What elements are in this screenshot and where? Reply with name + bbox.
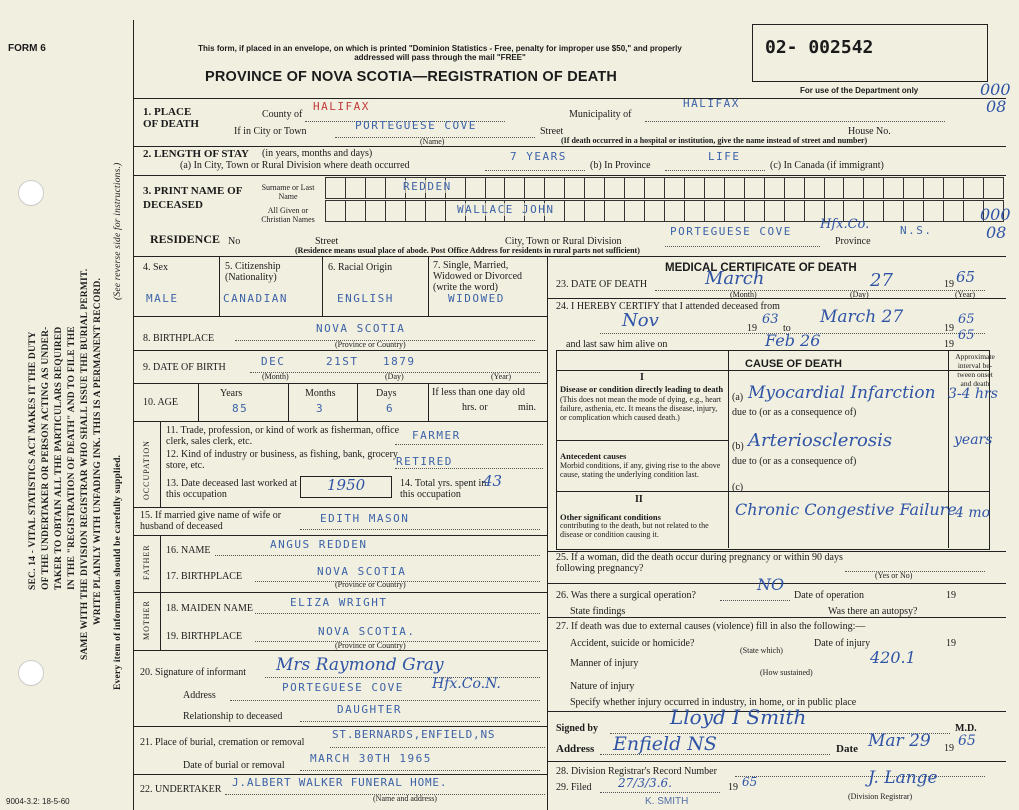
punch-hole-bottom [18, 660, 44, 686]
name-grid-cell [465, 177, 486, 199]
length-of-stay-desc: (in years, months and days) [262, 148, 373, 159]
death-year: 65 [956, 268, 976, 286]
registration-number: 02- 002542 [765, 37, 874, 58]
name-grid-cell [564, 200, 585, 222]
other-conditions-label: Other significant conditions [560, 512, 661, 522]
cause-b-value: Arteriosclerosis [748, 430, 893, 451]
margin-line-6: WRITE PLAINLY WITH UNFADING INK. THIS IS A PERMANENT RECORD. [93, 277, 103, 625]
sex-label: 4. Sex [143, 262, 168, 273]
name-grid-cell [983, 177, 1004, 199]
industry-label: Specify whether injury occurred in industry, in home, or in public place [570, 697, 857, 708]
q13-value: 1950 [327, 476, 366, 494]
age-years-value: 85 [232, 402, 249, 415]
mother-bp-label: 19. BIRTHPLACE [166, 631, 243, 642]
name-grid-cell [804, 177, 825, 199]
death-month: March [705, 268, 765, 289]
name-grid-cell [604, 177, 625, 199]
less-than-day-label: If less than one day old [432, 387, 526, 398]
county-label: County of [262, 109, 303, 120]
operation-date-label: Date of operation [794, 590, 864, 601]
cause-c-label: (c) [732, 482, 744, 493]
other-conditions-note: contributing to the death, but not related to the disease or condition causing it. [560, 521, 709, 539]
how-sustained-caption: (How sustained) [760, 668, 813, 677]
other-interval: 4 mo [955, 505, 991, 521]
q11-value: FARMER [412, 429, 461, 442]
name-grid-cell [684, 200, 705, 222]
margin-line-7: Every item of information should be carefully supplied. [113, 454, 123, 690]
physician-date-year: 65 [958, 733, 976, 749]
q24-label: 24. I HEREBY CERTIFY that I attended deceased from [556, 301, 780, 312]
burial-place-value: ST.BERNARDS,ENFIELD,NS [332, 728, 496, 741]
margin-line-2: OF THE UNDERTAKER OR PERSON ACTING AS UNDER- [41, 326, 51, 590]
q28-label: 28. Division Registrar's Record Number [556, 766, 717, 777]
name-grid-cell [564, 177, 585, 199]
name-grid-cell [963, 177, 984, 199]
mother-name-value: ELIZA WRIGHT [290, 596, 388, 609]
last-seen-prefix: 19 [944, 339, 954, 350]
mother-bp-caption: (Province or Country) [335, 641, 406, 650]
name-grid-cell [843, 177, 864, 199]
name-grid-cell [824, 177, 845, 199]
attended-from-prefix: 19 [747, 323, 757, 334]
name-grid-cell [385, 200, 406, 222]
father-bp-value: NOVA SCOTIA [317, 565, 407, 578]
cause-a-label: (a) [732, 392, 744, 403]
racial-value: ENGLISH [337, 292, 394, 305]
q23-label: 23. DATE OF DEATH [556, 279, 648, 290]
city-value: PORTEGUESE COVE [355, 119, 477, 132]
name-grid-cell [365, 200, 386, 222]
informant-sig-label: 20. Signature of informant [140, 667, 247, 678]
name-grid-cell [325, 177, 346, 199]
margin-line-4: IN THE "REGISTRATION OF DEATH" AND TO FILE THE [67, 326, 77, 590]
age-days-caption: Days [376, 388, 397, 399]
dob-year: 1879 [383, 355, 416, 368]
name-grid-cell [764, 200, 785, 222]
physician-date-label: Date [836, 743, 858, 755]
filed-year-prefix: 19 [728, 782, 738, 793]
name-grid-cell [704, 200, 725, 222]
father-bp-label: 17. BIRTHPLACE [166, 571, 243, 582]
physician-date-prefix: 19 [944, 743, 954, 754]
informant-addr-hw: Hfx.Co.N. [432, 676, 501, 692]
county-value: HALIFAX [313, 100, 370, 113]
cause-b-interval: years [954, 432, 993, 448]
signed-by-label: Signed by [556, 723, 598, 734]
informant-addr-label: Address [183, 690, 216, 701]
place-code-2: 08 [986, 97, 1007, 116]
stay-city-label: (a) In City, Town or Rural Division where death occurred [180, 160, 410, 171]
name-grid-cell [624, 200, 645, 222]
margin-line-3: TAKER TO OBTAIN ALL THE PARTICULARS REQUIRED [54, 326, 64, 590]
cause-b-label: (b) [732, 441, 744, 452]
injury-date-prefix: 19 [946, 638, 956, 649]
name-grid-cell [485, 177, 506, 199]
burial-date-label: Date of burial or removal [183, 760, 285, 771]
clerk-initials: K. SMITH [645, 796, 689, 807]
mother-side-label: MOTHER [142, 600, 151, 640]
given-caption: All Given or Christian Names [261, 206, 315, 224]
physician-date-value: Mar 29 [868, 731, 931, 751]
birthplace-value: NOVA SCOTIA [316, 322, 406, 335]
antecedent-note: Morbid conditions, if any, giving rise to the above cause, stating the underlying condition last. [560, 461, 721, 479]
other-condition-value: Chronic Congestive Failure [735, 500, 957, 519]
death-year-caption: (Year) [955, 290, 976, 299]
name-grid-cell [504, 177, 525, 199]
form-number: FORM 6 [8, 43, 46, 54]
department-only-label: For use of the Department only [800, 86, 919, 95]
q12-label: 12. Kind of industry or business, as fishing, bank, grocery store, etc. [166, 449, 398, 471]
relationship-label: Relationship to deceased [183, 711, 283, 722]
informant-sig-value: Mrs Raymond Gray [276, 655, 444, 675]
name-grid-cell [923, 200, 944, 222]
spouse-label: 15. If married give name of wife or husband of deceased [140, 510, 282, 532]
form-title: PROVINCE OF NOVA SCOTIA—REGISTRATION OF DEATH [205, 69, 618, 85]
name-grid-cell [644, 177, 665, 199]
registrar-signature: J. Lange [868, 768, 938, 788]
name-grid-cell [425, 200, 446, 222]
cause-a-value: Myocardial Infarction [748, 383, 936, 403]
dob-month: DEC [261, 355, 286, 368]
autopsy-label: Was there an autopsy? [828, 606, 918, 617]
name-grid-cell [724, 200, 745, 222]
residence-county-hw: Hfx.Co. [820, 217, 870, 232]
q29-label: 29. Filed [556, 782, 592, 793]
operation-date-prefix: 19 [946, 590, 956, 601]
surname-caption: Surname or Last Name [261, 183, 315, 201]
cause-a-interval: 3-4 hrs [948, 386, 998, 402]
name-grid-cell [644, 200, 665, 222]
attended-from-year: 63 [762, 312, 779, 327]
name-grid-cell [664, 177, 685, 199]
mail-notice: This form, if placed in an envelope, on which is printed "Dominion Statistics - Free, penalty for improper use $50," and properly addressed will pass through the mail "FREE" [198, 44, 682, 62]
registrar-caption: (Division Registrar) [848, 792, 913, 801]
undertaker-value: J.ALBERT WALKER FUNERAL HOME. [232, 776, 448, 789]
disease-label: Disease or condition directly leading to death [560, 384, 724, 394]
city-name-caption: (Name) [420, 137, 445, 146]
birthplace-caption: (Province or Country) [335, 340, 406, 349]
relationship-value: DAUGHTER [337, 703, 402, 716]
residence-code-2: 08 [986, 223, 1007, 242]
death-day: 27 [870, 270, 893, 291]
residence-province-label: Province [835, 236, 871, 247]
name-grid-cell [943, 177, 964, 199]
name-grid-cell [883, 177, 904, 199]
citizenship-value: CANADIAN [223, 292, 288, 305]
spouse-value: EDITH MASON [320, 512, 410, 525]
due-to-1: due to (or as a consequence of) [732, 407, 857, 418]
marital-value: WIDOWED [448, 292, 505, 305]
age-months-value: 3 [316, 402, 325, 415]
given-value: WALLACE JOHN [457, 203, 555, 216]
age-months-caption: Months [305, 388, 336, 399]
name-grid-cell [664, 200, 685, 222]
street-label: Street [540, 126, 564, 137]
name-grid-cell [724, 177, 745, 199]
punch-hole-top [18, 180, 44, 206]
death-month-caption: (Month) [730, 290, 757, 299]
municipality-value: HALIFAX [683, 97, 740, 110]
q12-value: RETIRED [396, 455, 453, 468]
filed-year: 65 [742, 775, 758, 789]
residence-city-label: City, Town or Rural Division [505, 236, 622, 247]
hospital-note: (If death occurred in a hospital or institution, give the name instead of street and number) [561, 136, 868, 145]
name-grid-cell [604, 200, 625, 222]
house-no-label: House No. [848, 126, 891, 137]
roman-one: I [640, 372, 644, 383]
stay-city-value: 7 YEARS [510, 150, 567, 163]
state-findings-label: State findings [570, 606, 626, 617]
residence-street-label: Street [315, 236, 339, 247]
name-grid-cell [325, 200, 346, 222]
name-grid-cell [405, 200, 426, 222]
undertaker-caption: (Name and address) [373, 794, 437, 803]
place-code-1: 000 [980, 80, 1011, 99]
stay-province-label: (b) In Province [590, 160, 651, 171]
stay-canada-label: (c) In Canada (if immigrant) [770, 160, 884, 171]
cause-code: 420.1 [870, 648, 916, 667]
q25-label: 25. If a woman, did the death occur during pregnancy or within 90 days following pregnancy? [556, 552, 843, 574]
attended-to: March 27 [820, 307, 904, 327]
marital-label: 7. Single, Married, Widowed or Divorced (write the word) [433, 260, 523, 293]
hours-label: hrs. or [462, 402, 488, 413]
dob-year-caption: (Year) [491, 372, 512, 381]
physician-address-value: Enfield NS [613, 733, 717, 755]
length-of-stay-label: 2. LENGTH OF STAY [143, 148, 249, 160]
q13-label: 13. Date deceased last worked at this occupation [166, 478, 298, 500]
name-grid-cell [784, 177, 805, 199]
q14-label: 14. Total yrs. spent in this occupation [400, 478, 487, 500]
name-grid-cell [584, 200, 605, 222]
undertaker-label: 22. UNDERTAKER [140, 784, 222, 795]
residence-province-value: N.S. [900, 224, 933, 237]
antecedent-label: Antecedent causes [560, 451, 627, 461]
attended-to-label: to [783, 323, 791, 334]
name-grid-cell [584, 177, 605, 199]
q11-label: 11. Trade, profession, or kind of work as fisherman, office clerk, sales clerk, etc. [166, 425, 400, 447]
name-grid-cell [744, 177, 765, 199]
name-grid-cell [345, 177, 366, 199]
physician-address-label: Address [556, 743, 595, 755]
q25-yes-no-caption: (Yes or No) [875, 571, 913, 580]
sex-value: MALE [146, 292, 179, 305]
due-to-2: due to (or as a consequence of) [732, 456, 857, 467]
last-seen-label: and last saw him alive on [566, 339, 668, 350]
name-grid-cell [863, 177, 884, 199]
place-of-death-label: 1. PLACE OF DEATH [143, 106, 199, 130]
footer-code: 9004-3.2: 18-5-60 [6, 797, 70, 806]
name-grid-cell [345, 200, 366, 222]
burial-date-value: MARCH 30TH 1965 [310, 752, 432, 765]
margin-line-5: SAME WITH THE DIVISION REGISTRAR WHO SHALL ISSUE THE BURIAL PERMIT. [80, 268, 90, 660]
q27-label: 27. If death was due to external causes (violence) fill in also the following:— [556, 621, 866, 632]
name-grid-cell [524, 177, 545, 199]
father-name-value: ANGUS REDDEN [270, 538, 368, 551]
dob-month-caption: (Month) [262, 372, 289, 381]
occupation-side-label: OCCUPATION [142, 440, 151, 500]
md-label: M.D. [955, 723, 977, 734]
state-which-caption: (State which) [740, 646, 783, 655]
physician-signature: Lloyd I Smith [670, 705, 807, 729]
attended-to-year: 65 [958, 312, 975, 327]
father-side-label: FATHER [142, 544, 151, 580]
minutes-label: min. [518, 402, 537, 413]
name-grid-cell [903, 200, 924, 222]
name-grid-cell [624, 177, 645, 199]
name-grid-cell [923, 177, 944, 199]
name-grid-cell [684, 177, 705, 199]
mother-name-label: 18. MAIDEN NAME [166, 603, 253, 614]
death-day-caption: (Day) [850, 290, 869, 299]
name-grid-cell [365, 177, 386, 199]
residence-code-1: 000 [980, 205, 1011, 224]
medical-title: MEDICAL CERTIFICATE OF DEATH [665, 262, 857, 274]
surname-value: REDDEN [403, 180, 452, 193]
name-grid-cell [883, 200, 904, 222]
operation-answer: NO [757, 575, 785, 594]
father-bp-caption: (Province or Country) [335, 580, 406, 589]
roman-two: II [635, 494, 643, 505]
filed-date: 27/3/3.6. [618, 776, 672, 790]
age-years-caption: Years [220, 388, 243, 399]
injury-date-label: Date of injury [814, 638, 871, 649]
residence-label: RESIDENCE [150, 232, 221, 246]
margin-line-8: (See reverse side for instructions.) [113, 162, 123, 300]
name-grid-cell [764, 177, 785, 199]
nature-label: Nature of injury [570, 681, 635, 692]
stay-province-value: LIFE [708, 150, 741, 163]
birthplace-label: 8. BIRTHPLACE [143, 333, 215, 344]
name-grid-cell [744, 200, 765, 222]
municipality-label: Municipality of [569, 109, 632, 120]
dob-day: 21ST [326, 355, 359, 368]
death-year-prefix: 19 [944, 279, 954, 290]
approx-interval-caption: Approximate interval be-tween onset and death [955, 352, 995, 388]
informant-addr-value: PORTEGUESE COVE [282, 681, 404, 694]
residence-city-value: PORTEGUESE COVE [670, 225, 792, 238]
last-seen-year: 65 [958, 328, 975, 343]
accident-label: Accident, suicide or homicide? [570, 638, 695, 649]
last-seen-date: Feb 26 [765, 331, 821, 350]
age-days-value: 6 [386, 402, 395, 415]
residence-note: (Residence means usual place of abode. Post Office Address for residents in rural parts not sufficient) [295, 246, 640, 255]
racial-label: 6. Racial Origin [328, 262, 393, 273]
q26-label: 26. Was there a surgical operation? [556, 590, 696, 601]
mother-bp-value: NOVA SCOTIA. [318, 625, 416, 638]
city-label: If in City or Town [234, 126, 307, 137]
burial-place-label: 21. Place of burial, cremation or removal [140, 737, 305, 748]
disease-note: (This does not mean the mode of dying, e.g., heart failure, asthenia, etc. It means the disease, injury, or complication which caused death.) [560, 395, 722, 422]
name-grid-cell [704, 177, 725, 199]
residence-no-label: No [228, 236, 241, 247]
print-name-label: 3. PRINT NAME OF DECEASED [143, 185, 242, 211]
father-name-label: 16. NAME [166, 545, 211, 556]
attended-from: Nov [622, 310, 659, 331]
dob-day-caption: (Day) [385, 372, 404, 381]
name-grid-cell [903, 177, 924, 199]
name-grid-cell [784, 200, 805, 222]
name-grid-cell [544, 177, 565, 199]
margin-line-1: SEC. 14 - VITAL STATISTICS ACT MAKES IT THE DUTY [28, 331, 38, 590]
manner-label: Manner of injury [570, 658, 639, 669]
cause-of-death-title: CAUSE OF DEATH [745, 358, 842, 370]
age-label: 10. AGE [143, 397, 178, 408]
name-grid-cell [943, 200, 964, 222]
citizenship-label: 5. Citizenship (Nationality) [225, 261, 281, 283]
attended-to-prefix: 19 [944, 323, 954, 334]
q14-value: 43 [483, 472, 503, 490]
dob-label: 9. DATE OF BIRTH [143, 362, 226, 373]
